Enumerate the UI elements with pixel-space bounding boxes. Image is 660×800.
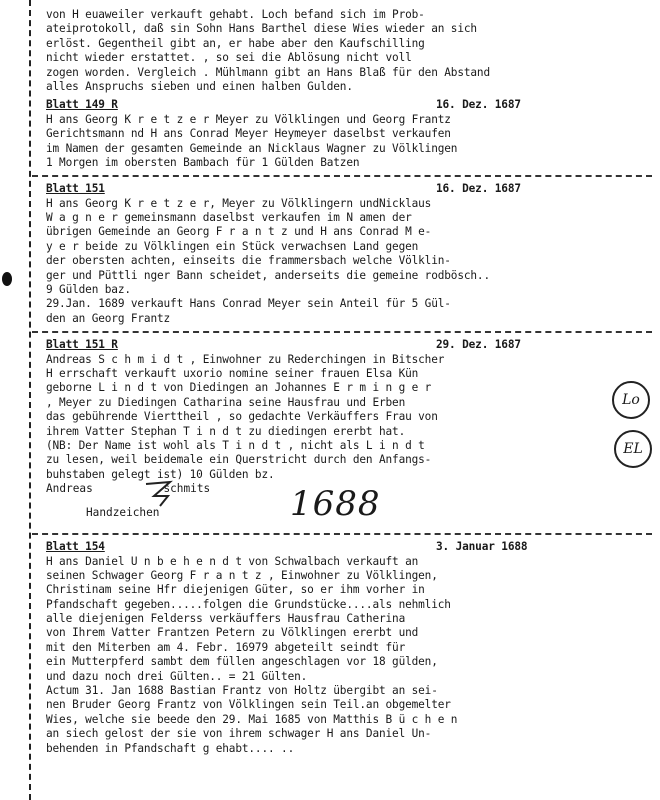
text-line: ihrem Vatter Stephan T i n d t zu diedingen ererbt hat. xyxy=(46,424,406,438)
text-line: ateiprotokoll, daß sin Sohn Hans Barthel diese Wies wieder an sich xyxy=(46,22,477,36)
text-line: Actum 31. Jan 1688 Bastian Frantz von Holtz übergibt an sei- xyxy=(46,684,438,698)
text-line: Andreas S c h m i d t , Einwohner zu Rederchingen in Bitscher xyxy=(46,352,445,366)
entry-header xyxy=(46,338,656,352)
text-line: ger und Püttli nger Bann scheidet, anderseits die gemeine rodbösch.. xyxy=(46,268,490,282)
entry-151r xyxy=(46,338,656,482)
entry-date: 29. Dez. 1687 xyxy=(436,338,521,352)
text-line: (NB: Der Name ist wohl als T i n d t , nicht als L i n d t xyxy=(46,438,425,452)
signature-mark-icon xyxy=(142,478,182,508)
text-line: Pfandschaft gegeben.....folgen die Grundstücke....als nehmlich xyxy=(46,597,451,611)
text-line: Gerichtsmann nd H ans Conrad Meyer Heymeyer daselbst verkaufen xyxy=(46,127,451,141)
entry-divider xyxy=(32,533,652,535)
typed-text xyxy=(46,8,656,756)
blatt-number: Blatt 151 xyxy=(46,182,105,196)
text-line: mit den Miterben am 4. Febr. 16979 abgeteilt seindt für xyxy=(46,640,406,654)
blatt-number: Blatt 149 R xyxy=(46,98,118,112)
text-line: ein Mutterpferd sambt dem füllen angeschlagen vor 18 gülden, xyxy=(46,655,438,669)
text-line: von H euaweiler verkauft gehabt. Loch befand sich im Prob- xyxy=(46,8,425,21)
entry-151 xyxy=(46,182,656,326)
margin-note-circle: Lo xyxy=(612,381,650,419)
text-line: y e r beide zu Völklingen ein Stück verwachsen Land gegen xyxy=(46,239,419,253)
text-line: alle diejenigen Felderss verkäuffers Hausfrau Catherina xyxy=(46,612,406,626)
entry-149r xyxy=(46,98,656,170)
text-line: geborne L i n d t von Diedingen an Johannes E r m i n g e r xyxy=(46,381,432,395)
entry-154 xyxy=(46,540,656,756)
text-line: alles Anspruchs sieben und einen halben Gulden. xyxy=(46,79,353,93)
text-line: seinen Schwager Georg F r a n t z , Einwohner zu Völklingen, xyxy=(46,568,438,582)
margin-rule xyxy=(29,0,31,800)
entry-divider xyxy=(32,175,652,177)
entry-date: 16. Dez. 1687 xyxy=(436,182,521,196)
signature-surname: schmits xyxy=(163,482,211,496)
text-line: zu lesen, weil beidemale ein Querstricht durch den Anfangs- xyxy=(46,453,432,467)
entry-header xyxy=(46,98,656,112)
text-line: Christinam seine Hfr diejenigen Güter, so er ihm vorher in xyxy=(46,583,425,597)
text-line: Wies, welche sie beede den 29. Mai 1685 von Matthis B ü c h e n xyxy=(46,712,458,726)
punch-hole xyxy=(2,272,12,286)
text-line: 1 Morgen im obersten Bambach für 1 Gülden Batzen xyxy=(46,155,360,169)
entry-date: 16. Dez. 1687 xyxy=(436,98,521,112)
text-line: zogen worden. Vergleich . Mühlmann gibt an Hans Blaß für den Abstand xyxy=(46,65,490,79)
blatt-number: Blatt 151 R xyxy=(46,338,118,352)
text-line: 29.Jan. 1689 verkauft Hans Conrad Meyer sein Anteil für 5 Gül- xyxy=(46,297,451,311)
text-line: H errschaft verkauft uxorio nomine seiner frauen Elsa Kün xyxy=(46,366,419,380)
signature-name xyxy=(46,482,210,495)
handwritten-year: 1688 xyxy=(290,484,381,525)
entry-divider xyxy=(32,331,652,333)
text-line: den an Georg Frantz xyxy=(46,311,171,325)
margin-note-circle: EL xyxy=(614,430,652,468)
entry-header xyxy=(46,540,656,554)
text-line: behenden in Pfandschaft g ehabt.... .. xyxy=(46,741,295,755)
text-line: der obersten achten, einseits die frammersbach welche Völklin- xyxy=(46,254,451,268)
text-line: , Meyer zu Diedingen Catharina seine Hausfrau und Erben xyxy=(46,395,406,409)
entry-header xyxy=(46,182,656,196)
text-line: H ans Georg K r e t z e r, Meyer zu Völklingern undNicklaus xyxy=(46,196,432,210)
signature-block xyxy=(46,482,656,528)
text-line: das gebührende Vierttheil , so gedachte Verkäuffers Frau von xyxy=(46,410,438,424)
text-line: von Ihrem Vatter Frantzen Petern zu Völklingen ererbt und xyxy=(46,626,419,640)
intro-block xyxy=(46,8,656,94)
text-line: W a g n e r gemeinsmann daselbst verkaufen im N amen der xyxy=(46,211,412,225)
blatt-number: Blatt 154 xyxy=(46,540,105,554)
text-line: buhstaben gelegt ist) 10 Gülden bz. xyxy=(46,467,275,481)
text-line: nicht wieder erstattet. , so sei die Ablösung nicht voll xyxy=(46,51,412,65)
text-line: 9 Gülden baz. xyxy=(46,283,131,297)
text-line: und dazu noch drei Gülten.. = 21 Gülten. xyxy=(46,669,308,683)
entry-date: 3. Januar 1688 xyxy=(436,540,528,554)
text-line: H ans Georg K r e t z e r Meyer zu Völklingen und Georg Frantz xyxy=(46,112,451,126)
signature-caption: Handzeichen xyxy=(86,506,160,520)
text-line: erlöst. Gegentheil gibt an, er habe aber den Kaufschilling xyxy=(46,36,425,50)
text-line: im Namen der gesamten Gemeinde an Nicklaus Wagner zu Völklingen xyxy=(46,141,458,155)
text-line: H ans Daniel U n b e h e n d t von Schwalbach verkauft an xyxy=(46,554,419,568)
signature-first-name: Andreas xyxy=(46,482,93,496)
text-line: übrigen Gemeinde an Georg F r a n t z und H ans Conrad M e- xyxy=(46,225,432,239)
text-line: an siech gelost der sie von ihrem schwager H ans Daniel Un- xyxy=(46,727,432,741)
text-line: nen Bruder Georg Frantz von Völklingen sein Teil.an obgemelter xyxy=(46,698,451,712)
